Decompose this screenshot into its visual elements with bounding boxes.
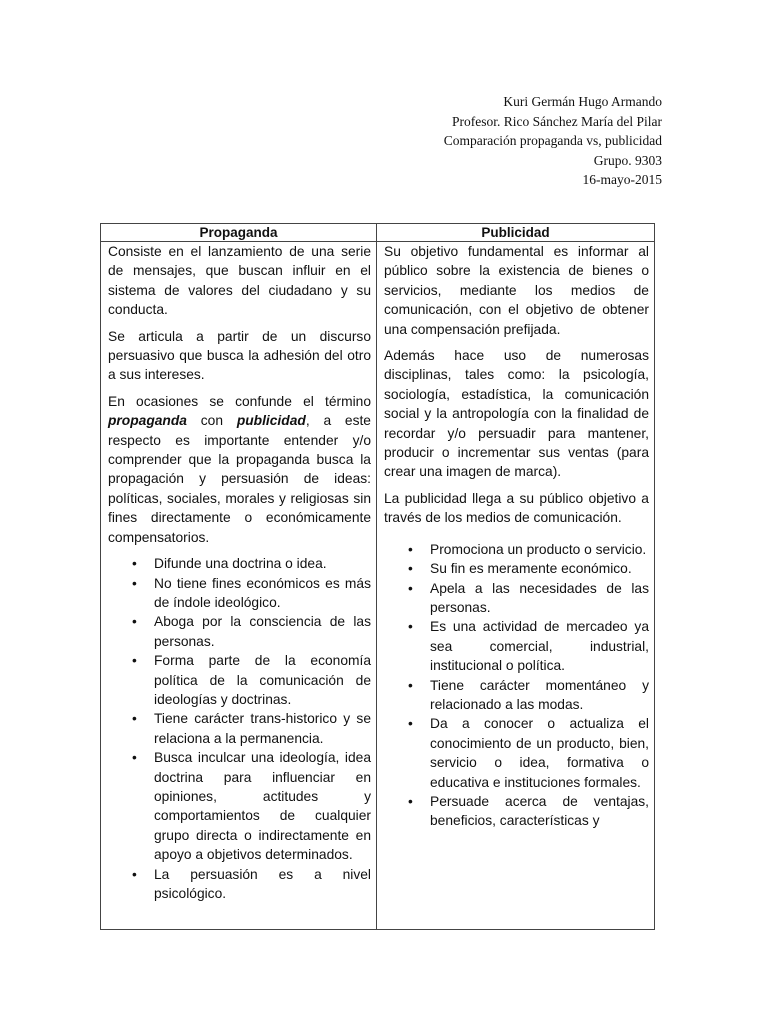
list-item: • Tiene carácter trans-historico y se relaciona a la permanencia. [154, 709, 371, 748]
document-header [444, 92, 662, 190]
list-item: • Promociona un producto o servicio. [430, 540, 649, 559]
text-run: con [186, 413, 237, 429]
document-subject: Comparación propaganda vs, publicidad [443, 133, 662, 148]
propaganda-paragraph: Consiste en el lanzamiento de una serie de mensajes, que buscan influir en el sistema de valores del ciudadano y su conducta. [108, 244, 371, 318]
list-item: • Aboga por la consciencia de las personas. [154, 612, 371, 651]
list-item: • No tiene fines económicos es más de índole ideológico. [154, 574, 371, 613]
list-item: • Difunde una doctrina o idea. [154, 554, 371, 573]
publicidad-paragraph: Su objetivo fundamental es informar al público sobre la existencia de bienes o servicios, mediante los medios de comunicación, con el objetivo de obtener una compensación prefijada. [384, 244, 649, 337]
list-item: • Persuade acerca de ventajas, beneficios, características y [430, 792, 649, 831]
term-publicidad: publicidad [236, 413, 306, 429]
list-item: • La persuasión es a nivel psicológico. [154, 865, 371, 904]
text-run: En ocasiones se confunde el término [108, 393, 371, 409]
publicidad-bullet-list [384, 540, 649, 831]
professor-name: Profesor. Rico Sánchez María del Pilar [452, 113, 662, 129]
group-number: Grupo. 9303 [593, 152, 662, 168]
propaganda-bullet-list [108, 554, 371, 903]
list-item: • Su fin es meramente económico. [430, 559, 649, 578]
column-header-publicidad: Publicidad [377, 224, 655, 242]
list-item: • Forma parte de la economía política de la comunicación de ideologías y doctrinas. [154, 651, 371, 709]
column-header-propaganda: Propaganda [101, 224, 377, 242]
list-item: • Da a conocer o actualiza el conocimiento de un producto, bien, servicio o idea, formativa o educativa e instituciones formales. [430, 714, 649, 792]
publicidad-cell [377, 242, 655, 930]
list-item: • Tiene carácter momentáneo y relacionado a las modas. [430, 676, 649, 715]
document-date: 16-mayo-2015 [582, 172, 662, 187]
term-propaganda: propaganda [108, 413, 187, 429]
publicidad-paragraph: Además hace uso de numerosas disciplinas, tales como: la psicología, sociología, estadística, la comunicación social y la antropología con la finalidad de recordar y/o persuadir para mantener, producir o incrementar sus ventas (para crear una imagen de marca). [384, 348, 649, 480]
propaganda-paragraph: Se articula a partir de un discurso persuasivo que busca la adhesión del otro a sus intereses. [108, 328, 371, 383]
comparison-table [100, 223, 655, 930]
table-header-row [101, 224, 655, 242]
list-item: • Busca inculcar una ideología, idea doctrina para influenciar en opiniones, actitudes y comportamientos de cualquier grupo directa o indirectamente en apoyo a objetivos determinados. [154, 748, 371, 864]
list-item: • Apela a las necesidades de las personas. [430, 579, 649, 618]
publicidad-paragraph: La publicidad llega a su público objetivo a través de los medios de comunicación. [384, 490, 649, 526]
author-name: Kuri Germán Hugo Armando [503, 94, 662, 109]
propaganda-paragraph [108, 392, 371, 547]
table-body-row [101, 242, 655, 930]
list-item: • Es una actividad de mercadeo ya sea comercial, industrial, institucional o política. [430, 617, 649, 675]
propaganda-cell [101, 242, 377, 930]
text-run: , a este respecto es importante entender y/o comprender que la propaganda busca la propagación y persuasión de ideas: políticas, sociales, morales y religiosas sin fines directamente o económicamente compensatorios. [108, 413, 371, 545]
